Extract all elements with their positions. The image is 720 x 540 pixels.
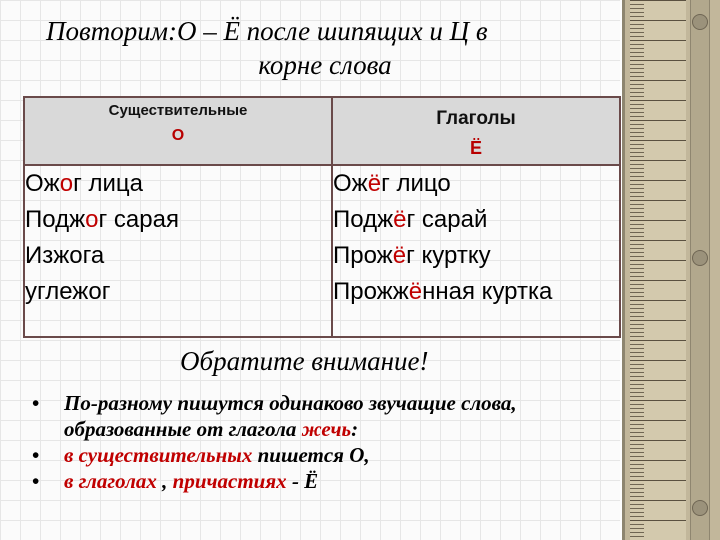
list-item: Прожёг куртку [333,242,491,269]
list-item: • По-разному пишутся одинаково звучащие слова, образованные от глагола жечь: [32,391,517,441]
word-uglezhog: углежо [25,278,102,305]
list-item: Ожёг лицо [333,170,451,197]
header-verbs-label: Глаголы [436,108,516,129]
title-line-2: корне слова [258,50,392,80]
list-item: углежог [25,278,111,305]
list-item: Изжога [25,242,105,269]
bullet-icon: • [32,391,40,415]
bolt-icon [692,250,708,266]
header-verbs-letter: Ё [469,138,483,158]
header-nouns-label: Существительные [108,102,248,119]
verbs-list [332,165,620,337]
ruler-scale [630,0,686,540]
list-item: Ожог лица [25,170,144,197]
title-line-1: Повторим:О – Ё после шипящих и Ц в [46,16,488,46]
page-title [30,14,620,82]
header-nouns-letter: О [171,127,185,144]
list-item: Прожжённая куртка [333,278,553,305]
bullet-icon: • [32,443,40,467]
rules-list [32,390,602,494]
list-item: Поджог сарая [25,206,179,233]
ruler-decoration [622,0,720,540]
list-item: Поджёг сарай [333,206,488,233]
ruler-edge [622,0,625,540]
bullet-icon: • [32,469,40,493]
bolt-icon [692,14,708,30]
attention-heading: Обратите внимание! [180,346,429,376]
list-item: • в существительных пишется О, [32,443,370,467]
nouns-list [24,165,332,337]
comparison-table [23,96,621,338]
header-verbs [332,97,620,165]
header-nouns [24,97,332,165]
bolt-icon [692,500,708,516]
word-izzhoga: Изжо [25,242,83,269]
ruler-bar [690,0,710,540]
list-item: • в глаголах , причастиях - Ё [32,469,319,493]
